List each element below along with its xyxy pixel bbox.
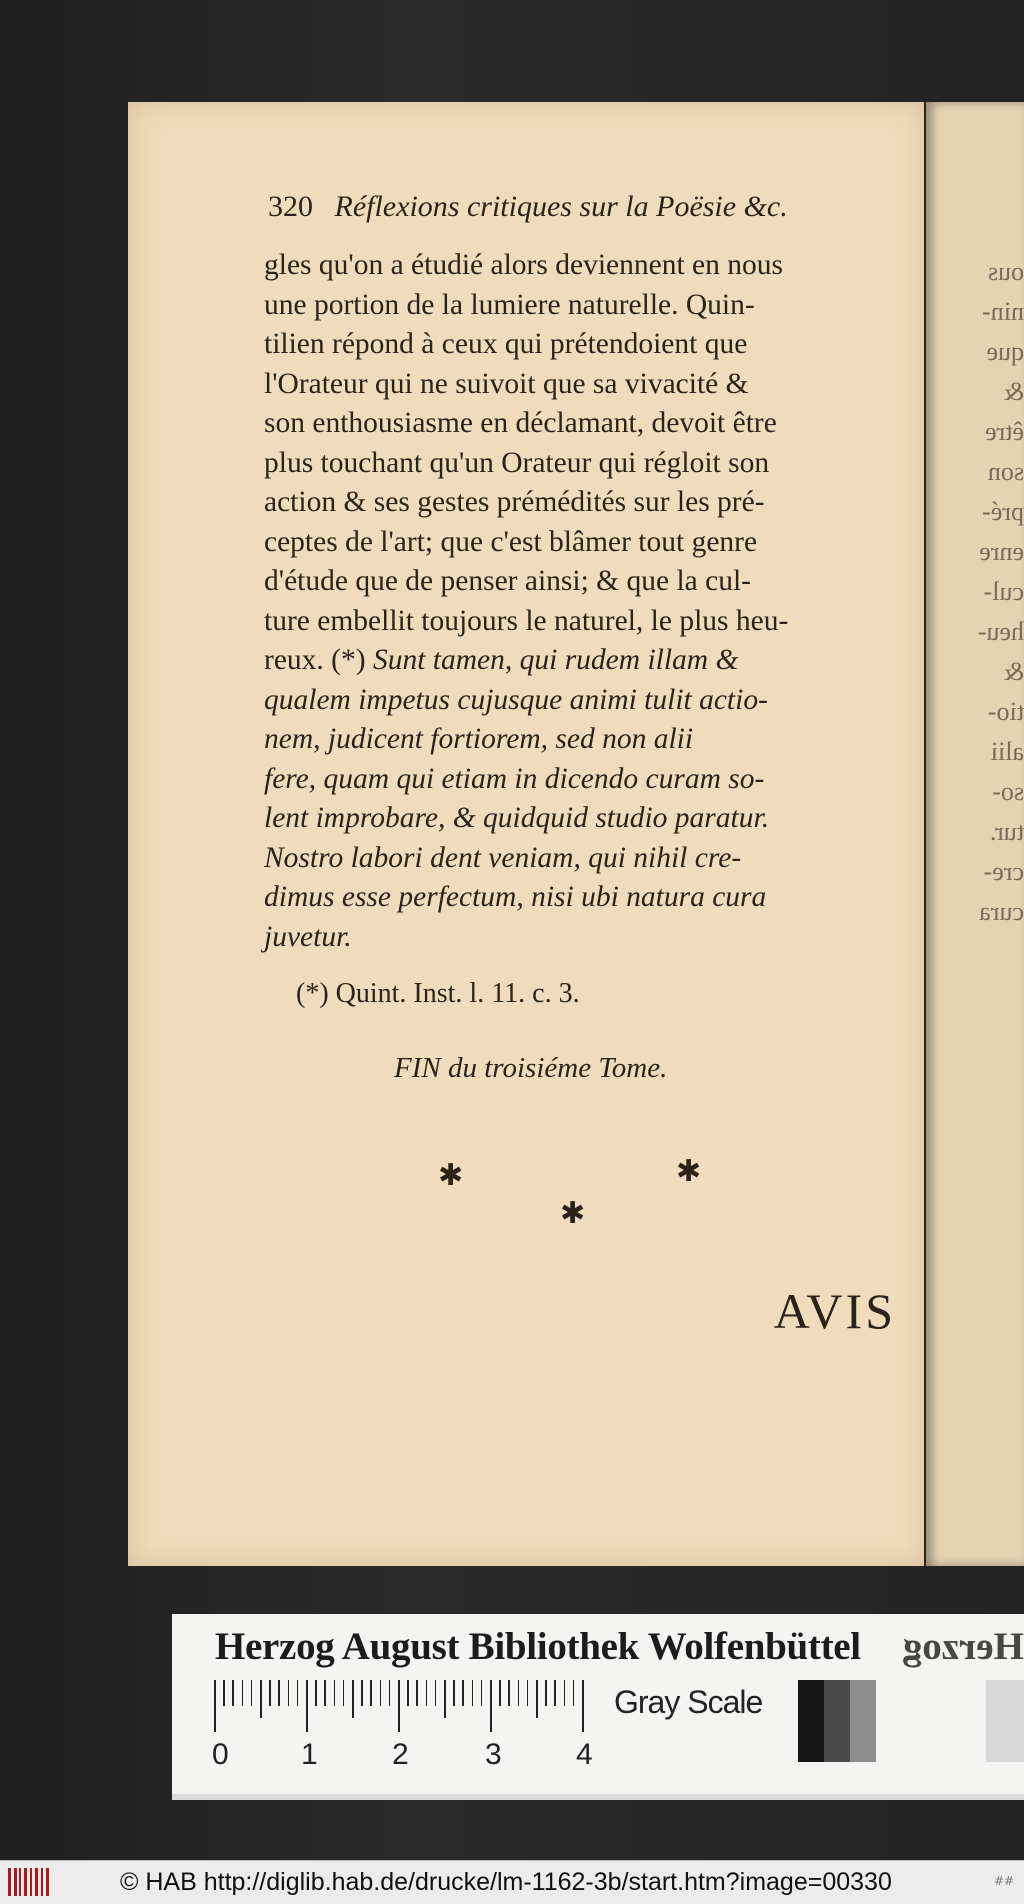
ruler-number-1: 1 [301,1738,318,1771]
ruler-tick [435,1680,437,1706]
ruler-tick [554,1680,556,1706]
ruler-tick [370,1680,372,1706]
ruler-tick [462,1680,464,1706]
ruler-tick [407,1680,409,1706]
facing-line: enre [979,537,1024,566]
ruler-number-4: 4 [576,1738,593,1771]
page-number: 320 [268,190,313,223]
facing-line: cul- [983,577,1024,606]
ruler-tick [278,1680,280,1706]
ruler-tick [269,1680,271,1706]
latin-quote-line: fere, quam qui etiam in dicendo curam so- [264,762,765,795]
facing-line: cura [979,897,1024,926]
catchword: AVIS [773,1283,896,1339]
end-of-volume-line: FIN du troisiéme Tome. [394,1052,668,1084]
gray-swatch-light [986,1680,1024,1762]
ruler-tick [214,1680,216,1732]
latin-quote-line: qualem impetus cujusque animi tulit actio- [264,683,768,716]
institution-name: Herzog August Bibliothek Wolfenbüttel [215,1625,861,1668]
facing-line: & [1003,377,1024,406]
text-line: l'Orateur qui ne suivoit que sa vivacité & [264,367,749,400]
gray-swatch-mid [850,1680,876,1762]
facing-line: ous [987,257,1024,286]
latin-quote-start: Sunt tamen, qui rudem illam & [372,644,739,676]
ruler-tick [389,1680,391,1706]
latin-quote-line: nem, judicent fortiorem, sed non alii [264,723,694,755]
facing-line: tio- [987,697,1024,726]
text-line: ture embellit toujours le naturel, le plus heu- [264,604,789,637]
facing-line: nin- [982,297,1024,326]
facing-line: cre- [983,857,1024,886]
ruler-tick [536,1680,538,1718]
ruler-tick [453,1680,455,1706]
ruler-number-0: 0 [212,1738,229,1771]
ruler-tick [398,1680,400,1732]
text-line: d'étude que de penser ainsi; & que la cul- [264,565,751,597]
facing-line: alii [990,737,1024,766]
facing-line: son [987,457,1024,486]
ruler-tick [490,1680,492,1732]
ruler-tick [582,1680,584,1732]
ruler-tick [527,1680,529,1706]
gray-swatch-dark [824,1680,850,1762]
gray-scale-label: Gray Scale [614,1684,763,1720]
facing-line: so- [992,777,1024,806]
facing-line: tur. [990,817,1024,846]
ruler-tick [545,1680,547,1706]
measurement-ruler [214,1680,594,1735]
ruler-tick [242,1680,244,1706]
facing-line: & [1003,657,1024,686]
ruler-tick [499,1680,501,1706]
footnote: (*) Quint. Inst. l. 11. c. 3. [296,978,580,1009]
ruler-tick [416,1680,418,1706]
text-line: plus touchant qu'un Orateur qui régloit son [264,446,770,479]
ruler-tick [297,1680,299,1706]
ruler-number-3: 3 [485,1738,502,1771]
latin-quote-line: lent improbare, & quidquid studio paratur. [264,802,770,834]
ruler-tick [508,1680,510,1706]
latin-quote-line: dimus esse perfectum, nisi ubi natura cura [264,881,767,913]
ornament-star-bottom: ✱ [560,1196,586,1231]
text-roman-segment: reux. (*) [264,644,373,676]
ruler-tick [334,1680,336,1706]
text-line: tilien répond à ceux qui prétendoient que [264,328,748,360]
ruler-tick [564,1680,566,1706]
ruler-tick [361,1680,363,1706]
text-line: action & ses gestes prémédités sur les pré- [264,486,765,518]
latin-quote-line: juvetur. [264,920,352,953]
ruler-tick [343,1680,345,1706]
ruler-tick [481,1680,483,1706]
ruler-tick [444,1680,446,1718]
status-right-mark: ## [994,1874,1015,1888]
text-line: son enthousiasme en déclamant, devoit être [264,407,777,439]
ruler-tick [518,1680,520,1706]
ruler-tick [315,1680,317,1706]
ruler-tick [288,1680,290,1706]
ruler-tick [260,1680,262,1718]
institution-name-mirror: Herzog [902,1625,1024,1668]
status-copyright-url[interactable]: © HAB http://diglib.hab.de/drucke/lm-1162-3b/start.htm?image=00330 [120,1868,892,1896]
facing-line: être [985,417,1024,446]
latin-quote-line: Nostro labori dent veniam, qui nihil cre- [264,841,742,874]
text-line: gles qu'on a étudié alors deviennent en nous [264,249,783,281]
running-title: Réflexions critiques sur la Poësie &c. [334,190,788,223]
ruler-tick [472,1680,474,1706]
hab-barcode-logo-icon [8,1868,48,1896]
ruler-tick [223,1680,225,1706]
ornament-star-right: ✱ [676,1154,702,1189]
text-line-mixed [264,641,886,681]
ruler-number-2: 2 [392,1738,409,1771]
facing-page-bleed-text [976,252,1024,932]
ruler-tick [306,1680,308,1732]
ruler-tick [232,1680,234,1706]
facing-line: heu- [977,617,1024,646]
text-line: ceptes de l'art; que c'est blâmer tout genre [264,525,758,558]
ruler-tick [352,1680,354,1718]
ruler-tick [573,1680,575,1706]
gray-swatch-black [798,1680,824,1762]
color-bar-edge [172,1794,1024,1800]
ruler-tick [380,1680,382,1706]
facing-line: que [986,337,1024,366]
facing-line: pré- [982,497,1024,526]
ruler-tick [426,1680,428,1706]
ruler-tick [324,1680,326,1706]
ornament-star-left: ✱ [438,1158,464,1193]
text-line: une portion de la lumiere naturelle. Quin- [264,288,755,321]
main-text-block [264,246,886,957]
running-head [268,190,848,224]
ruler-tick [251,1680,253,1706]
